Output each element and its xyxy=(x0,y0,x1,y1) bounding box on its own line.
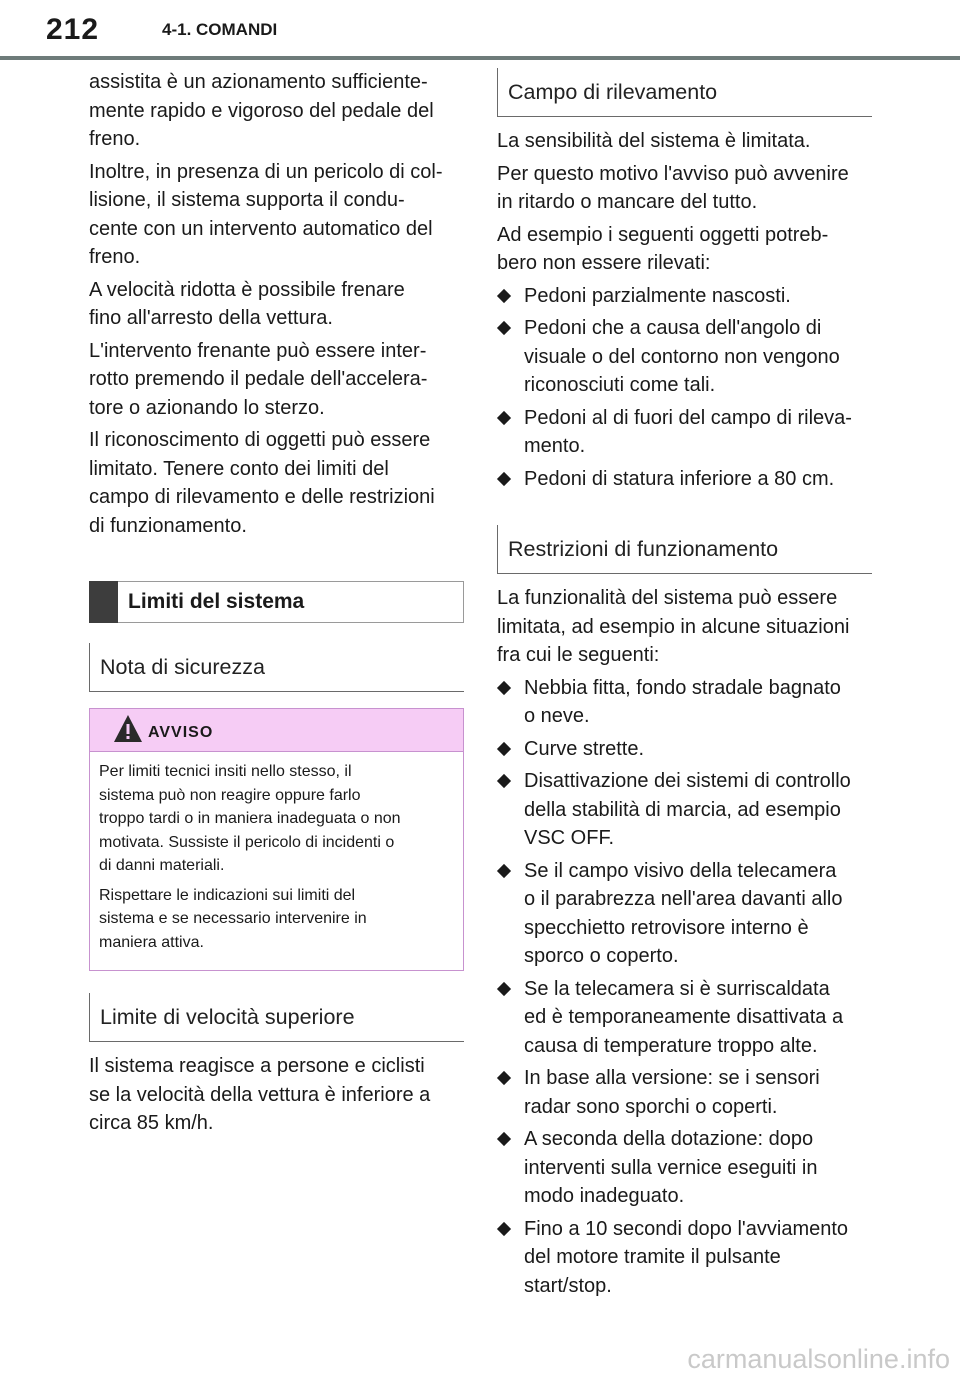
left-column xyxy=(89,68,464,1142)
list-item: A seconda della dotazione: dopo interventi sulla vernice eseguiti in modo inadeguato. xyxy=(497,1125,872,1211)
paragraph: L'intervento frenante può essere inter- rotto premendo il pedale dell'accelera- tore o azionando lo sterzo. xyxy=(89,339,428,419)
subheading-speed-limit: Limite di velocità superiore xyxy=(89,993,464,1042)
paragraph: La sensibilità del sistema è limitata. xyxy=(497,130,811,152)
paragraph: A velocità ridotta è possibile frenare fino all'arresto della vettura. xyxy=(89,278,405,329)
warning-paragraph: Rispettare le indicazioni sui limiti del sistema e se necessario intervenire in maniera attiva. xyxy=(99,886,367,951)
list-item: Pedoni al di fuori del campo di rileva- mento. xyxy=(497,404,872,461)
subheading-detection-range: Campo di rilevamento xyxy=(497,68,872,117)
list-item: Pedoni di statura inferiore a 80 cm. xyxy=(497,465,872,494)
chapter-title: 4-1. COMANDI xyxy=(162,20,278,39)
section-title: Limiti del sistema xyxy=(128,590,305,613)
warning-body xyxy=(90,752,463,970)
warning-header xyxy=(90,709,463,752)
list-item: Pedoni parzialmente nascosti. xyxy=(497,282,872,311)
subheading-restrictions: Restrizioni di funzionamento xyxy=(497,525,872,574)
bullet-list-detection xyxy=(497,282,872,494)
warning-box xyxy=(89,708,464,971)
section-heading-bar xyxy=(89,581,118,623)
paragraph: Per questo motivo l'avviso può avvenire in ritardo o mancare del tutto. xyxy=(497,162,849,213)
watermark: carmanualsonline.info xyxy=(687,1344,950,1374)
warning-label: AVVISO xyxy=(148,724,214,741)
warning-paragraph: Per limiti tecnici insiti nello stesso, il sistema può non reagire oppure farlo troppo tardi o in maniera inadeguata o non motivata. Sussiste il pericolo di incidenti o di danni materiali. xyxy=(99,763,401,874)
paragraph: Il riconoscimento di oggetti può essere limitato. Tenere conto dei limiti del campo di rilevamento e delle restrizioni di funzionamento. xyxy=(89,429,435,537)
paragraph: Il sistema reagisce a persone e ciclisti se la velocità della vettura è inferiore a circa 85 km/h. xyxy=(89,1055,431,1134)
page-number: 212 xyxy=(46,13,100,46)
subheading-safety-note: Nota di sicurezza xyxy=(89,643,464,692)
header-rule xyxy=(0,56,960,60)
right-column xyxy=(497,68,872,1304)
section-heading-system-limits xyxy=(89,581,464,623)
paragraph: Inoltre, in presenza di un pericolo di col- lisione, il sistema supporta il condu- cente con un intervento automatico del freno. xyxy=(89,160,443,268)
list-item: In base alla versione: se i sensori radar sono sporchi o coperti. xyxy=(497,1064,872,1121)
list-item: Disattivazione dei sistemi di controllo della stabilità di marcia, ad esempio VSC OFF. xyxy=(497,767,872,853)
list-item: Fino a 10 secondi dopo l'avviamento del motore tramite il pulsante start/stop. xyxy=(497,1215,872,1301)
list-item: Curve strette. xyxy=(497,735,872,764)
paragraph: La funzionalità del sistema può essere limitata, ad esempio in alcune situazioni fra cui le seguenti: xyxy=(497,587,850,666)
list-item: Se il campo visivo della telecamera o il parabrezza nell'area davanti allo specchietto retrovisore interno è sporco o coperto. xyxy=(497,857,872,971)
list-item: Nebbia fitta, fondo stradale bagnato o neve. xyxy=(497,674,872,731)
warning-triangle-icon xyxy=(112,713,144,754)
list-item: Pedoni che a causa dell'angolo di visuale o del contorno non vengono riconosciuti come tali. xyxy=(497,314,872,400)
bullet-list-restrictions xyxy=(497,674,872,1301)
paragraph: Ad esempio i seguenti oggetti potreb- bero non essere rilevati: xyxy=(497,223,829,274)
list-item: Se la telecamera si è surriscaldata ed è temporaneamente disattivata a causa di temperature troppo alte. xyxy=(497,975,872,1061)
paragraph: assistita è un azionamento sufficiente- mente rapido e vigoroso del pedale del freno. xyxy=(89,71,434,150)
